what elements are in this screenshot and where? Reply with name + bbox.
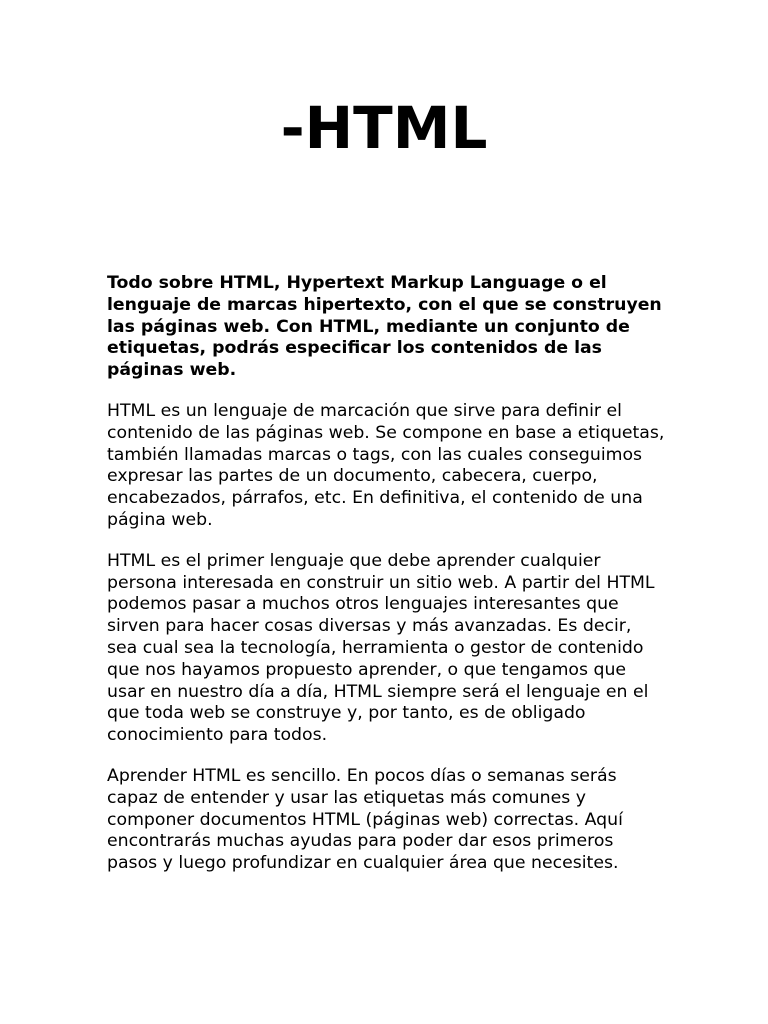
document-body	[107, 273, 667, 894]
body-paragraph-2: HTML es el primer lenguaje que debe aprender cualquier persona interesada en construir un sitio web. A partir del HTML podemos pasar a muchos otros lenguajes interesantes que sirven para hacer cosas diversas y más avanzadas. Es decir, sea cual sea la tecnología, herramienta o gestor de contenido que nos hayamos propuesto aprender, o que tengamos que usar en nuestro día a día, HTML siempre será el lenguaje en el que toda web se construye y, por tanto, es de obligado conocimiento para todos.	[107, 550, 655, 746]
intro-paragraph: Todo sobre HTML, Hypertext Markup Language o el lenguaje de marcas hipertexto, con el que se construyen las páginas web. Con HTML, mediante un conjunto de etiquetas, podrás especificar los contenidos de las páginas web.	[107, 273, 662, 381]
body-paragraph-1: HTML es un lenguaje de marcación que sirve para definir el contenido de las páginas web. Se compone en base a etiquetas, también llamadas marcas o tags, con las cuales conseguimos expresar las partes de un documento, cabecera, cuerpo, encabezados, párrafos, etc. En definitiva, el contenido de una página web.	[107, 400, 665, 530]
body-paragraph-3: Aprender HTML es sencillo. En pocos días o semanas serás capaz de entender y usar las etiquetas más comunes y componer documentos HTML (páginas web) correctas. Aquí encontrarás muchas ayudas para poder dar esos primeros pasos y luego profundizar en cualquier área que necesites.	[107, 765, 623, 874]
document-title: -HTML	[280, 94, 488, 162]
